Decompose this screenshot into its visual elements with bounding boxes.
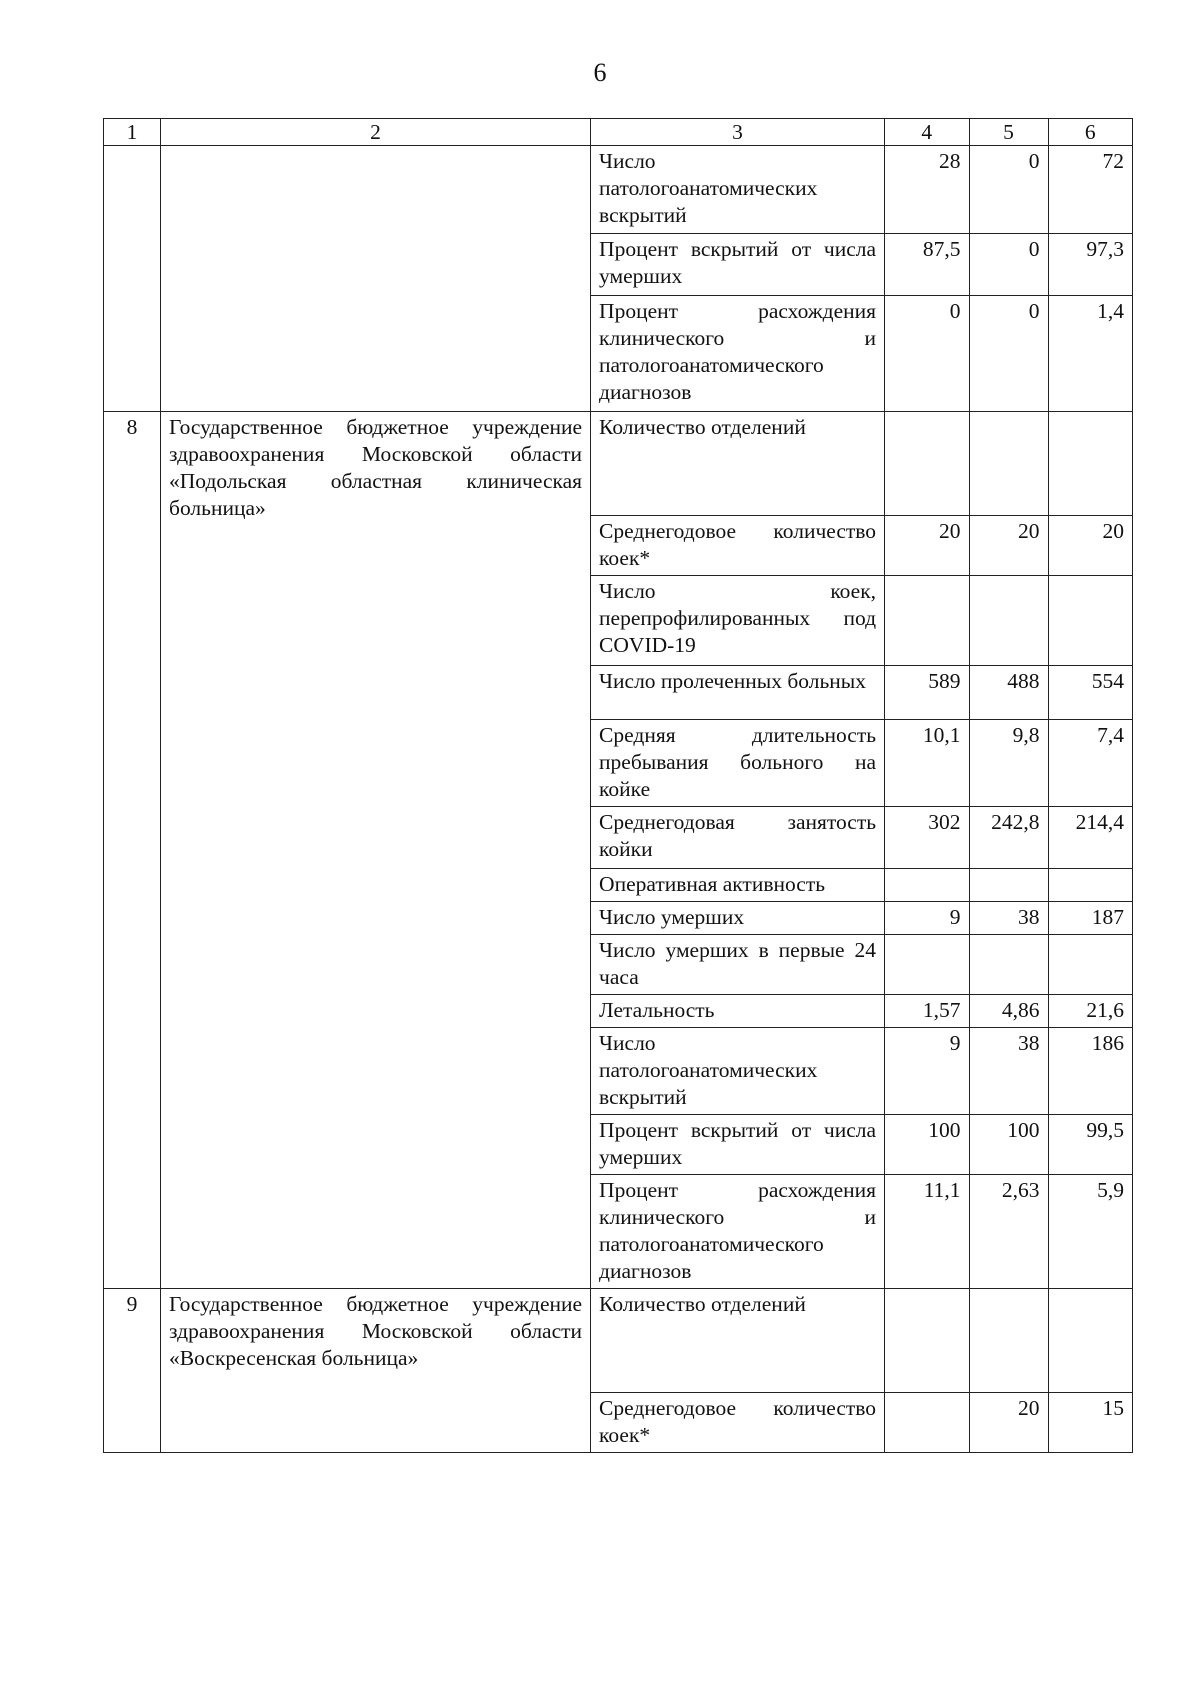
indicator-cell: Среднегодовое количество коек* (591, 516, 885, 576)
statistics-table (103, 118, 1133, 1453)
value-cell-v6: 187 (1048, 902, 1133, 935)
value-cell-v6: 15 (1048, 1393, 1133, 1453)
value-cell-v5: 20 (969, 516, 1048, 576)
value-cell-v5: 4,86 (969, 995, 1048, 1028)
value-cell-v6: 72 (1048, 146, 1133, 234)
indicator-cell: Количество отделений (591, 412, 885, 516)
value-cell-v5 (969, 1289, 1048, 1393)
table-header-row (104, 119, 1133, 146)
value-cell-v6 (1048, 1289, 1133, 1393)
value-cell-v5 (969, 576, 1048, 666)
value-cell-v5: 2,63 (969, 1175, 1048, 1289)
value-cell-v4 (885, 935, 969, 995)
row-number-cell (104, 146, 161, 412)
value-cell-v6: 99,5 (1048, 1115, 1133, 1175)
value-cell-v6 (1048, 576, 1133, 666)
value-cell-v5: 38 (969, 1028, 1048, 1115)
value-cell-v6: 20 (1048, 516, 1133, 576)
value-cell-v6: 186 (1048, 1028, 1133, 1115)
value-cell-v4 (885, 576, 969, 666)
table-row (104, 1289, 1133, 1393)
row-number-cell: 9 (104, 1289, 161, 1453)
value-cell-v6 (1048, 935, 1133, 995)
value-cell-v5 (969, 412, 1048, 516)
indicator-cell: Процент расхождения клинического и патологоанатомического диагнозов (591, 1175, 885, 1289)
table-row (104, 146, 1133, 234)
organization-cell (161, 146, 591, 412)
value-cell-v4 (885, 1393, 969, 1453)
value-cell-v4: 10,1 (885, 720, 969, 807)
indicator-cell: Летальность (591, 995, 885, 1028)
value-cell-v5: 38 (969, 902, 1048, 935)
table-body (104, 146, 1133, 1453)
indicator-cell: Среднегодовое количество коек* (591, 1393, 885, 1453)
value-cell-v4: 0 (885, 296, 969, 412)
value-cell-v5: 0 (969, 234, 1048, 296)
column-header: 2 (161, 119, 591, 146)
table-row (104, 412, 1133, 516)
organization-cell: Государственное бюджетное учреждение здравоохранения Московской области «Подольская областная клиническая больница» (161, 412, 591, 1289)
value-cell-v4: 20 (885, 516, 969, 576)
value-cell-v4: 9 (885, 902, 969, 935)
indicator-cell: Средняя длительность пребывания больного на койке (591, 720, 885, 807)
column-header: 6 (1048, 119, 1133, 146)
page-number: 6 (593, 58, 607, 87)
value-cell-v5: 20 (969, 1393, 1048, 1453)
indicator-cell: Число умерших (591, 902, 885, 935)
value-cell-v6: 5,9 (1048, 1175, 1133, 1289)
value-cell-v4 (885, 412, 969, 516)
indicator-cell: Процент расхождения клинического и патологоанатомического диагнозов (591, 296, 885, 412)
value-cell-v6: 7,4 (1048, 720, 1133, 807)
value-cell-v4: 87,5 (885, 234, 969, 296)
value-cell-v5: 9,8 (969, 720, 1048, 807)
value-cell-v4: 9 (885, 1028, 969, 1115)
value-cell-v6 (1048, 412, 1133, 516)
value-cell-v4: 589 (885, 666, 969, 720)
indicator-cell: Среднегодовая занятость койки (591, 807, 885, 869)
indicator-cell: Число патологоанатомических вскрытий (591, 1028, 885, 1115)
value-cell-v5: 242,8 (969, 807, 1048, 869)
indicator-cell: Число коек, перепрофилированных под COVID-19 (591, 576, 885, 666)
value-cell-v5 (969, 869, 1048, 902)
row-number-cell: 8 (104, 412, 161, 1289)
indicator-cell: Число патологоанатомических вскрытий (591, 146, 885, 234)
value-cell-v5: 100 (969, 1115, 1048, 1175)
column-header: 1 (104, 119, 161, 146)
indicator-cell: Процент вскрытий от числа умерших (591, 1115, 885, 1175)
organization-cell: Государственное бюджетное учреждение здравоохранения Московской области «Воскресенская больница» (161, 1289, 591, 1453)
value-cell-v4: 1,57 (885, 995, 969, 1028)
value-cell-v6: 21,6 (1048, 995, 1133, 1028)
column-header: 5 (969, 119, 1048, 146)
column-header: 4 (885, 119, 969, 146)
value-cell-v4: 302 (885, 807, 969, 869)
value-cell-v4: 11,1 (885, 1175, 969, 1289)
value-cell-v6: 1,4 (1048, 296, 1133, 412)
indicator-cell: Число умерших в первые 24 часа (591, 935, 885, 995)
value-cell-v5: 0 (969, 146, 1048, 234)
value-cell-v4: 28 (885, 146, 969, 234)
value-cell-v4: 100 (885, 1115, 969, 1175)
value-cell-v5: 488 (969, 666, 1048, 720)
value-cell-v6: 214,4 (1048, 807, 1133, 869)
indicator-cell: Процент вскрытий от числа умерших (591, 234, 885, 296)
value-cell-v6: 554 (1048, 666, 1133, 720)
value-cell-v6: 97,3 (1048, 234, 1133, 296)
indicator-cell: Оперативная активность (591, 869, 885, 902)
indicator-cell: Число пролеченных больных (591, 666, 885, 720)
indicator-cell: Количество отделений (591, 1289, 885, 1393)
column-header: 3 (591, 119, 885, 146)
value-cell-v5 (969, 935, 1048, 995)
value-cell-v6 (1048, 869, 1133, 902)
value-cell-v4 (885, 1289, 969, 1393)
value-cell-v5: 0 (969, 296, 1048, 412)
value-cell-v4 (885, 869, 969, 902)
